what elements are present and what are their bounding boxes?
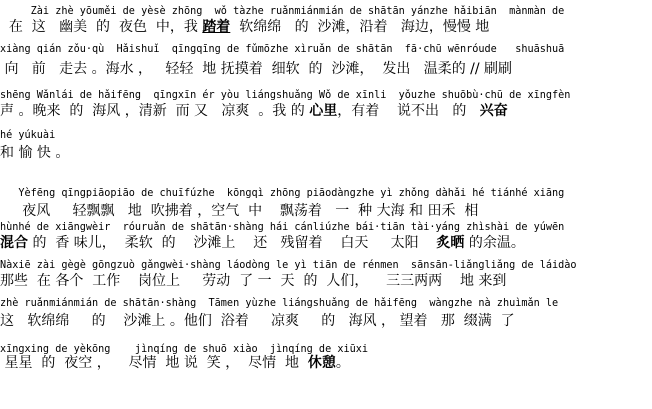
pinyin-line: shēng Wǎnlái de hǎifēng qīngxīn ér yòu liángshuǎng Wǒ de xīnli yǒuzhe shuōbù·chū de xīngfèn	[0, 90, 571, 101]
pinyin-line: Nàxiē zài gègè gōngzuò gǎngwèi·shàng láodòng le yì tiān de rénmen sānsān-liǎngliǎng de láidào	[0, 260, 577, 271]
hanzi-line	[0, 273, 652, 290]
text-segment: 软绵绵 的 沙滩，沿着 海边，慢慢 地	[230, 19, 490, 35]
pinyin-line: xīngxing de yèkōng jìnqíng de shuō xiào jìnqíng de xiūxi	[0, 344, 369, 355]
pinyin-line: hé yúkuài	[0, 130, 56, 141]
bold-word: 混合	[0, 235, 28, 251]
text-segment: 这 软绵绵 的 沙滩上 。他们 浴着 凉爽 的 海风 ， 望着 那 缀满 了	[0, 313, 515, 329]
text-segment: ，有着 说不出 的	[337, 103, 480, 119]
hanzi-line	[0, 355, 652, 372]
pinyin-line: xiàng qián zǒu·qù Hǎishuǐ qīngqīng de fǔmōzhe xìruǎn de shātān fā·chū wēnróude shuāshuā	[0, 44, 565, 55]
bold-word: 兴奋	[479, 103, 508, 119]
hanzi-line	[0, 235, 652, 252]
hanzi-line	[0, 313, 652, 330]
text-segment: 的 香 味儿， 柔软 的 沙滩上 还 残留着 白天 太阳	[28, 235, 437, 251]
hanzi-line	[0, 61, 652, 78]
bold-word: 休憩	[307, 355, 336, 371]
text-segment: 的余温。	[464, 235, 525, 251]
pinyin-line: hùnhé de xiāngwèir róuruǎn de shātān·shàng hái cánliúzhe bái·tiān tài·yáng zhìshài de yúwēn	[0, 222, 565, 233]
text-segment: 星星 的 夜空 ， 尽情 地 说 笑 ， 尽情 地	[0, 355, 308, 371]
text-segment: 声 。晚来 的 海风 ，清新 而 又 凉爽 。我 的	[0, 103, 310, 119]
text-segment: 。	[335, 355, 350, 371]
text-segment: 那些 在 各个 工作 岗位上 劳动 了 一 天 的 人们， 三三两两 地 来到	[0, 273, 507, 289]
bold-word: 踏着	[202, 19, 231, 35]
hanzi-line	[0, 103, 652, 120]
text-segment: 夜风 轻飘飘 地 吹拂着 ，空气 中 飘荡着 一 种 大海 和 田禾 相	[0, 203, 479, 219]
bold-word: 炙晒	[436, 235, 465, 251]
hanzi-line	[0, 203, 652, 220]
hanzi-line	[0, 145, 652, 162]
text-segment: 在 这 幽美 的 夜色 中，我	[0, 19, 203, 35]
pinyin-line: zhè ruǎnmiánmián de shātān·shàng Tāmen yùzhe liángshuǎng de hǎifēng wàngzhe nà zhuìmǎn le	[0, 298, 559, 309]
bold-word: 心里	[309, 103, 338, 119]
text-segment: 和 愉 快 。	[0, 145, 70, 161]
pinyin-line: Zài zhè yōuměi de yèsè zhōng wǒ tàzhe ruǎnmiánmián de shātān yánzhe hǎibiān mànmàn de	[0, 6, 565, 17]
pinyin-line: Yèfēng qīngpiāopiāo de chuīfúzhe kōngqì zhōng piāodàngzhe yì zhǒng dàhǎi hé tiánhé xiāng	[0, 188, 565, 199]
text-segment: 向 前 走去 。海水 ， 轻轻 地 抚摸着 细软 的 沙滩， 发出 温柔的 // 刷刷	[0, 61, 513, 77]
hanzi-line	[0, 19, 652, 36]
